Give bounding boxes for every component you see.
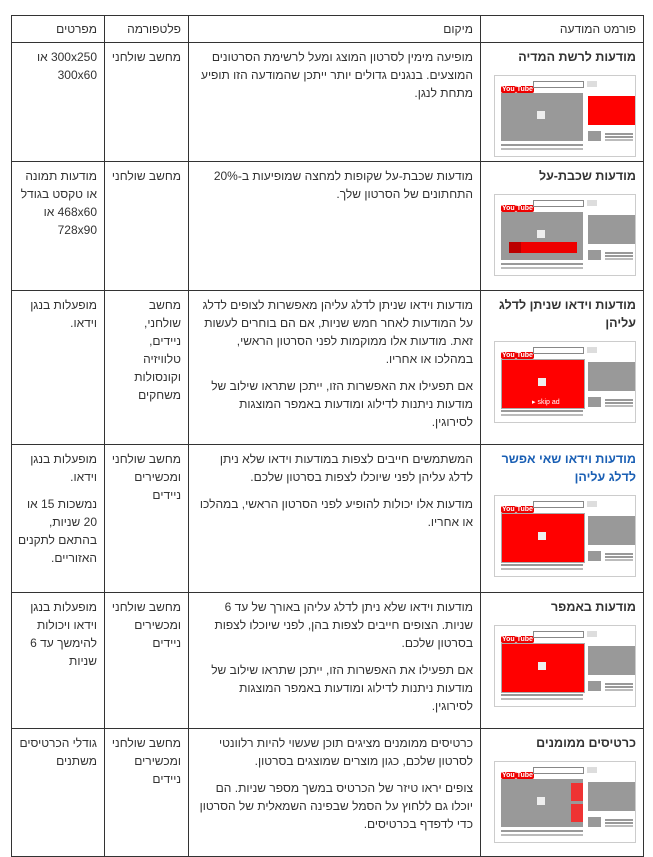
video-player-icon — [501, 93, 583, 141]
video-player-icon — [501, 513, 585, 563]
text-lines-icon — [605, 683, 633, 685]
camera-icon — [538, 532, 546, 540]
sidebar-ad-icon — [588, 362, 636, 391]
youtube-logo: You Tube — [502, 636, 533, 643]
thumbnail-icon — [588, 551, 601, 561]
search-bar-icon — [533, 501, 584, 508]
placement-text: מודעות וידאו שלא ניתן לדלג עליהן באורך של עד 6 שניות. הצופים חייבים לצפות בהן, לפני שיוכלו לצפות בסרטון שלכם. — [214, 600, 473, 650]
table-row — [12, 445, 644, 593]
header-specs: מפרטים — [12, 16, 105, 43]
platform-cell — [105, 593, 189, 729]
placement-cell — [189, 162, 481, 291]
ad-format-illustration — [494, 75, 636, 157]
camera-icon — [538, 662, 546, 670]
youtube-logo: You Tube — [502, 352, 533, 359]
specs-text: גודלי הכרטיסים משתנים — [19, 736, 97, 768]
format-name: מודעות לרשת המדיה — [518, 50, 636, 64]
search-button-icon — [587, 200, 597, 206]
placement-text: מודעות שכבת-על שקופות למחצה שמופיעות ב-20% התחתונים של הסרטון שלך. — [213, 169, 473, 201]
header-platform: פלטפורמה — [105, 16, 189, 43]
text-lines-icon — [501, 694, 583, 696]
platform-text: מחשב שולחני ומכשירים ניידים — [111, 600, 181, 650]
specs-text: נמשכות 15 או 20 שניות, בהתאם לתקנים האזוריים. — [17, 497, 97, 565]
placement-cell — [189, 43, 481, 162]
ad-formats-table — [11, 15, 644, 857]
video-player-icon — [501, 643, 585, 693]
ad-format-illustration — [494, 625, 636, 707]
youtube-logo: You Tube — [502, 506, 533, 513]
platform-text: מחשב שולחני ומכשירים ניידים — [111, 452, 181, 502]
search-button-icon — [587, 347, 597, 353]
thumbnail-icon — [588, 817, 601, 827]
header-placement: מיקום — [189, 16, 481, 43]
text-lines-icon — [501, 144, 583, 146]
platform-cell — [105, 729, 189, 857]
search-bar-icon — [533, 767, 584, 774]
sidebar-ad-icon — [588, 516, 636, 545]
text-lines-icon — [605, 399, 633, 401]
card-icon — [571, 804, 583, 822]
specs-text: מופעלות בנגן וידאו ויכולות להימשך עד 6 שניות — [30, 600, 97, 668]
table-row — [12, 43, 644, 162]
youtube-logo: You Tube — [502, 772, 533, 779]
platform-cell — [105, 445, 189, 593]
header-format: פורמט המודעה — [481, 16, 644, 43]
placement-text: המשתמשים חייבים לצפות במודעות וידאו שלא ניתן לדלג עליהן לפני שיוכלו לצפות בסרטון שלכם. — [219, 452, 473, 484]
youtube-logo: You Tube — [502, 86, 533, 93]
format-name: כרטיסים ממומנים — [536, 736, 636, 750]
table-row — [12, 291, 644, 445]
sidebar-ad-icon — [588, 782, 636, 811]
format-cell — [481, 729, 644, 857]
platform-cell — [105, 291, 189, 445]
format-cell — [481, 593, 644, 729]
ad-format-illustration — [494, 194, 636, 276]
placement-text: מודעות אלו יכולות להופיע לפני הסרטון הראשי, במהלכו או אחריו. — [199, 497, 473, 529]
search-button-icon — [587, 81, 597, 87]
search-button-icon — [587, 501, 597, 507]
text-lines-icon — [501, 830, 583, 832]
platform-cell — [105, 43, 189, 162]
specs-text: מופעלות בנגן וידאו. — [30, 452, 97, 484]
specs-cell — [12, 729, 105, 857]
specs-cell — [12, 593, 105, 729]
text-lines-icon — [605, 133, 633, 135]
search-bar-icon — [533, 347, 584, 354]
placement-cell — [189, 445, 481, 593]
ad-format-illustration — [494, 495, 636, 577]
specs-cell — [12, 43, 105, 162]
specs-text: מופעלות בנגן וידאו. — [30, 298, 97, 330]
placement-text: מודעות וידאו שניתן לדלג עליהן מאפשרות לצופים לדלג על המודעות לאחר חמש שניות, אם הם בוחרים לעשות זאת. מודעות אלו ממוקמות לפני הסרטון הראשי, במהלכו או אחריו. — [202, 298, 473, 366]
search-button-icon — [587, 767, 597, 773]
platform-text: מחשב שולחני — [111, 169, 181, 183]
thumbnail-icon — [588, 681, 601, 691]
specs-text: 300x250 או 300x60 — [36, 50, 97, 82]
thumbnail-icon — [588, 397, 601, 407]
format-name[interactable]: מודעות וידאו שאי אפשר לדלג עליהן — [501, 452, 636, 484]
search-bar-icon — [533, 631, 584, 638]
specs-text: מודעות תמונה או טקסט בגודל 468x60 או 728x90 — [20, 169, 97, 237]
placement-cell — [189, 291, 481, 445]
sidebar-ad-icon — [588, 96, 636, 125]
text-lines-icon — [501, 564, 583, 566]
text-lines-icon — [605, 819, 633, 821]
format-name: מודעות באמפר — [550, 600, 636, 614]
camera-icon — [537, 230, 545, 238]
ad-format-illustration — [494, 761, 636, 843]
placement-text: כרטיסים ממומנים מציגים תוכן שעשוי להיות רלוונטי לסרטון שלכם, כגון מוצרים שמוצגים בסרטון. — [218, 736, 473, 768]
video-player-icon — [501, 212, 583, 260]
table-header-row — [12, 16, 644, 43]
platform-cell — [105, 162, 189, 291]
table-row — [12, 729, 644, 857]
youtube-logo: You Tube — [502, 205, 533, 212]
camera-icon — [538, 378, 546, 386]
format-cell — [481, 445, 644, 593]
ad-format-illustration — [494, 341, 636, 423]
specs-cell — [12, 291, 105, 445]
format-cell — [481, 43, 644, 162]
camera-icon — [537, 111, 545, 119]
thumbnail-icon — [588, 131, 601, 141]
placement-cell — [189, 593, 481, 729]
video-player-icon — [501, 359, 585, 409]
format-name: מודעות וידאו שניתן לדלג עליהן — [498, 298, 636, 330]
platform-text: מחשב שולחני ומכשירים ניידים — [111, 736, 181, 786]
search-bar-icon — [533, 200, 584, 207]
format-cell — [481, 162, 644, 291]
text-lines-icon — [501, 410, 583, 412]
placement-text: מופיעה מימין לסרטון המוצג ומעל לרשימת הסרטונים המוצעים. בנגנים גדולים יותר ייתכן שהמודעה הזו תופיע מתחת לנגן. — [200, 50, 473, 100]
text-lines-icon — [605, 553, 633, 555]
table-row — [12, 162, 644, 291]
placement-cell — [189, 729, 481, 857]
format-name: מודעות שכבת-על — [538, 169, 636, 183]
search-button-icon — [587, 631, 597, 637]
sidebar-ad-icon — [588, 646, 636, 675]
card-icon — [571, 783, 583, 801]
table-row — [12, 593, 644, 729]
text-lines-icon — [605, 252, 633, 254]
thumbnail-icon — [588, 250, 601, 260]
placement-text: אם תפעילו את האפשרות הזו, ייתכן שתראו שילוב של מודעות ניתנות לדילוג ומודעות באמפר המוצגות לסירוגין. — [211, 663, 473, 713]
specs-cell — [12, 162, 105, 291]
format-cell — [481, 291, 644, 445]
sidebar-ad-icon — [588, 215, 636, 244]
search-bar-icon — [533, 81, 584, 88]
skip-ad-label: ▸ skip ad — [532, 399, 560, 406]
video-player-icon — [501, 779, 583, 827]
overlay-ad-icon — [509, 242, 577, 253]
placement-text: צופים יראו טיזר של הכרטיס במשך מספר שניות. הם יוכלו גם ללחוץ על הסמל שבפינה השמאלית של הסרטון כדי לדפדף בכרטיסים. — [199, 781, 473, 831]
camera-icon — [537, 797, 545, 805]
platform-text: מחשב שולחני — [111, 50, 181, 64]
placement-text: אם תפעילו את האפשרות הזו, ייתכן שתראו שילוב של מודעות ניתנות לדילוג ומודעות באמפר המוצגות לסירוגין. — [211, 379, 473, 429]
text-lines-icon — [501, 263, 583, 265]
specs-cell — [12, 445, 105, 593]
platform-text: מחשב שולחני, ניידים, טלוויזיה וקונסולות משחקים — [134, 298, 181, 402]
